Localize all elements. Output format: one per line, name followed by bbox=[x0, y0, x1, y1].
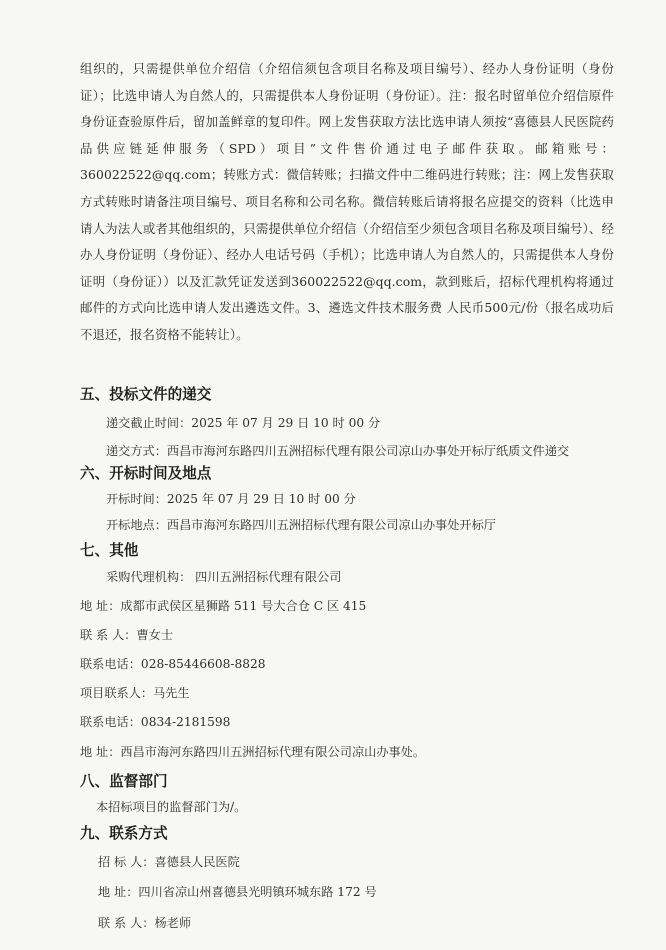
office-address: 地 址：西昌市海河东路四川五洲招标代理有限公司凉山办事处。 bbox=[80, 745, 426, 759]
tenderer-contact: 联 系 人：杨老师 bbox=[98, 916, 192, 930]
project-contact: 项目联系人：马先生 bbox=[80, 686, 190, 700]
section-5-heading: 五、投标文件的递交 bbox=[80, 386, 212, 403]
agency-contact: 联 系 人：曹女士 bbox=[80, 628, 174, 642]
section-6-heading: 六、开标时间及地点 bbox=[80, 465, 212, 482]
project-phone: 联系电话：0834-2181598 bbox=[80, 715, 231, 729]
agency-phone: 联系电话：028-85446608-8828 bbox=[80, 657, 266, 671]
section-9-heading: 九、联系方式 bbox=[80, 825, 168, 842]
submission-deadline: 递交截止时间：2025 年 07 月 29 日 10 时 00 分 bbox=[106, 416, 381, 430]
submission-method: 递交方式：西昌市海河东路四川五洲招标代理有限公司凉山办事处开标厅纸质文件递交 bbox=[106, 444, 570, 458]
opening-place: 开标地点：西昌市海河东路四川五洲招标代理有限公司凉山办事处开标厅 bbox=[106, 518, 496, 532]
supervision-text: 本招标项目的监督部门为/。 bbox=[96, 800, 247, 814]
tenderer-address: 地 址：四川省凉山州喜德县光明镇环城东路 172 号 bbox=[98, 885, 377, 899]
tenderer: 招 标 人：喜德县人民医院 bbox=[98, 855, 240, 869]
agency: 采购代理机构： 四川五洲招标代理有限公司 bbox=[106, 570, 342, 584]
section-8-heading: 八、监督部门 bbox=[80, 773, 168, 790]
opening-time: 开标时间：2025 年 07 月 29 日 10 时 00 分 bbox=[106, 492, 356, 506]
top-paragraph: 组织的，只需提供单位介绍信（介绍信须包含项目名称及项目编号）、经办人身份证明（身份证）；比选申请人为自然人的，只需提供本人身份证明（身份证）。注：报名时留单位介绍信原件身份证查验原件后，留加盖鲜章的复印件。网上发售获取方法比选申请人须按“喜德县人民医院药品供应链延伸服务（SPD）项目”文件售价通过电子邮件获取。邮箱账号：360022522@qq.com；转账方式：微信转账；扫描文件中二维码进行转账；注：网上发售获取方式转账时请备注项目编号、项目名称和公司名称。微信转账后请将报名应提交的资料（比选申请人为法人或者其他组织的，只需提供单位介绍信（介绍信至少须包含项目名称及项目编号）、经办人身份证明（身份证）、经办人电话号码（手机）；比选申请人为自然人的，只需提供本人身份证明（身份证））以及汇款凭证发送到360022522@qq.com，款到账后，招标代理机构将通过邮件的方式向比选申请人发出遴选文件。3、遴选文件技术服务费 人民币500元/份（报名成功后不退还，报名资格不能转让）。 bbox=[80, 61, 614, 342]
agency-address: 地 址：成都市武侯区星狮路 511 号大合仓 C 区 415 bbox=[80, 599, 367, 613]
section-7-heading: 七、其他 bbox=[80, 542, 139, 559]
